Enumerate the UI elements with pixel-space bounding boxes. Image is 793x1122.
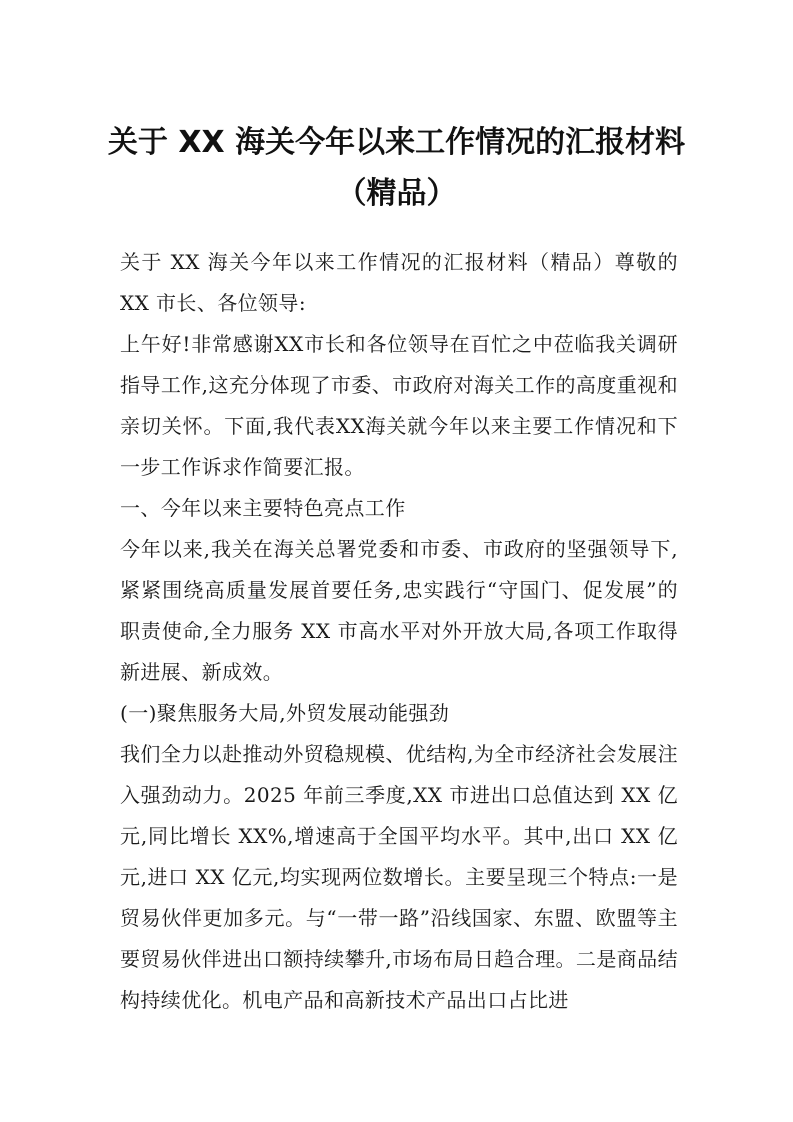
section-heading-1: 一、今年以来主要特色亮点工作 <box>120 496 406 520</box>
paragraph-greeting: 上午好!非常感谢XX市长和各位领导在百忙之中莅临我关调研指导工作,这充分体现了市委、市政府对海关工作的高度重视和亲切关怀。下面,我代表XX海关就今年以来主要工作情况和下一步工作诉求作简要汇报。 <box>120 332 678 479</box>
document-title-line-2: （精品） <box>336 176 457 211</box>
document-body <box>120 242 678 1021</box>
paragraph-trade: 我们全力以赴推动外贸稳规模、优结构,为全市经济社会发展注入强劲动力。2025 年前三季度,XX 市进出口总值达到 XX 亿元,同比增长 XX%,增速高于全国平均水平。其中,出口 XX 亿元,进口 XX 亿元,均实现两位数增长。主要呈现三个特点:一是贸易伙伴更加多元。与“一带一路”沿线国家、东盟、欧盟等主要贸易伙伴进出口额持续攀升,市场布局日趋合理。二是商品结构持续优化。机电产品和高新技术产品出口占比进 <box>120 742 678 1012</box>
paragraph-salutation: 关于 XX 海关今年以来工作情况的汇报材料（精品）尊敬的 XX 市长、各位领导: <box>120 250 678 315</box>
subsection-heading-1: (一)聚焦服务大局,外贸发展动能强劲 <box>120 701 450 725</box>
document-title-line-1: 关于 XX 海关今年以来工作情况的汇报材料 <box>107 125 686 160</box>
paragraph-overview: 今年以来,我关在海关总署党委和市委、市政府的坚强领导下,紧紧围绕高质量发展首要任务,忠实践行“守国门、促发展”的职责使命,全力服务 XX 市高水平对外开放大局,各项工作取得新进展、新成效。 <box>120 537 678 684</box>
